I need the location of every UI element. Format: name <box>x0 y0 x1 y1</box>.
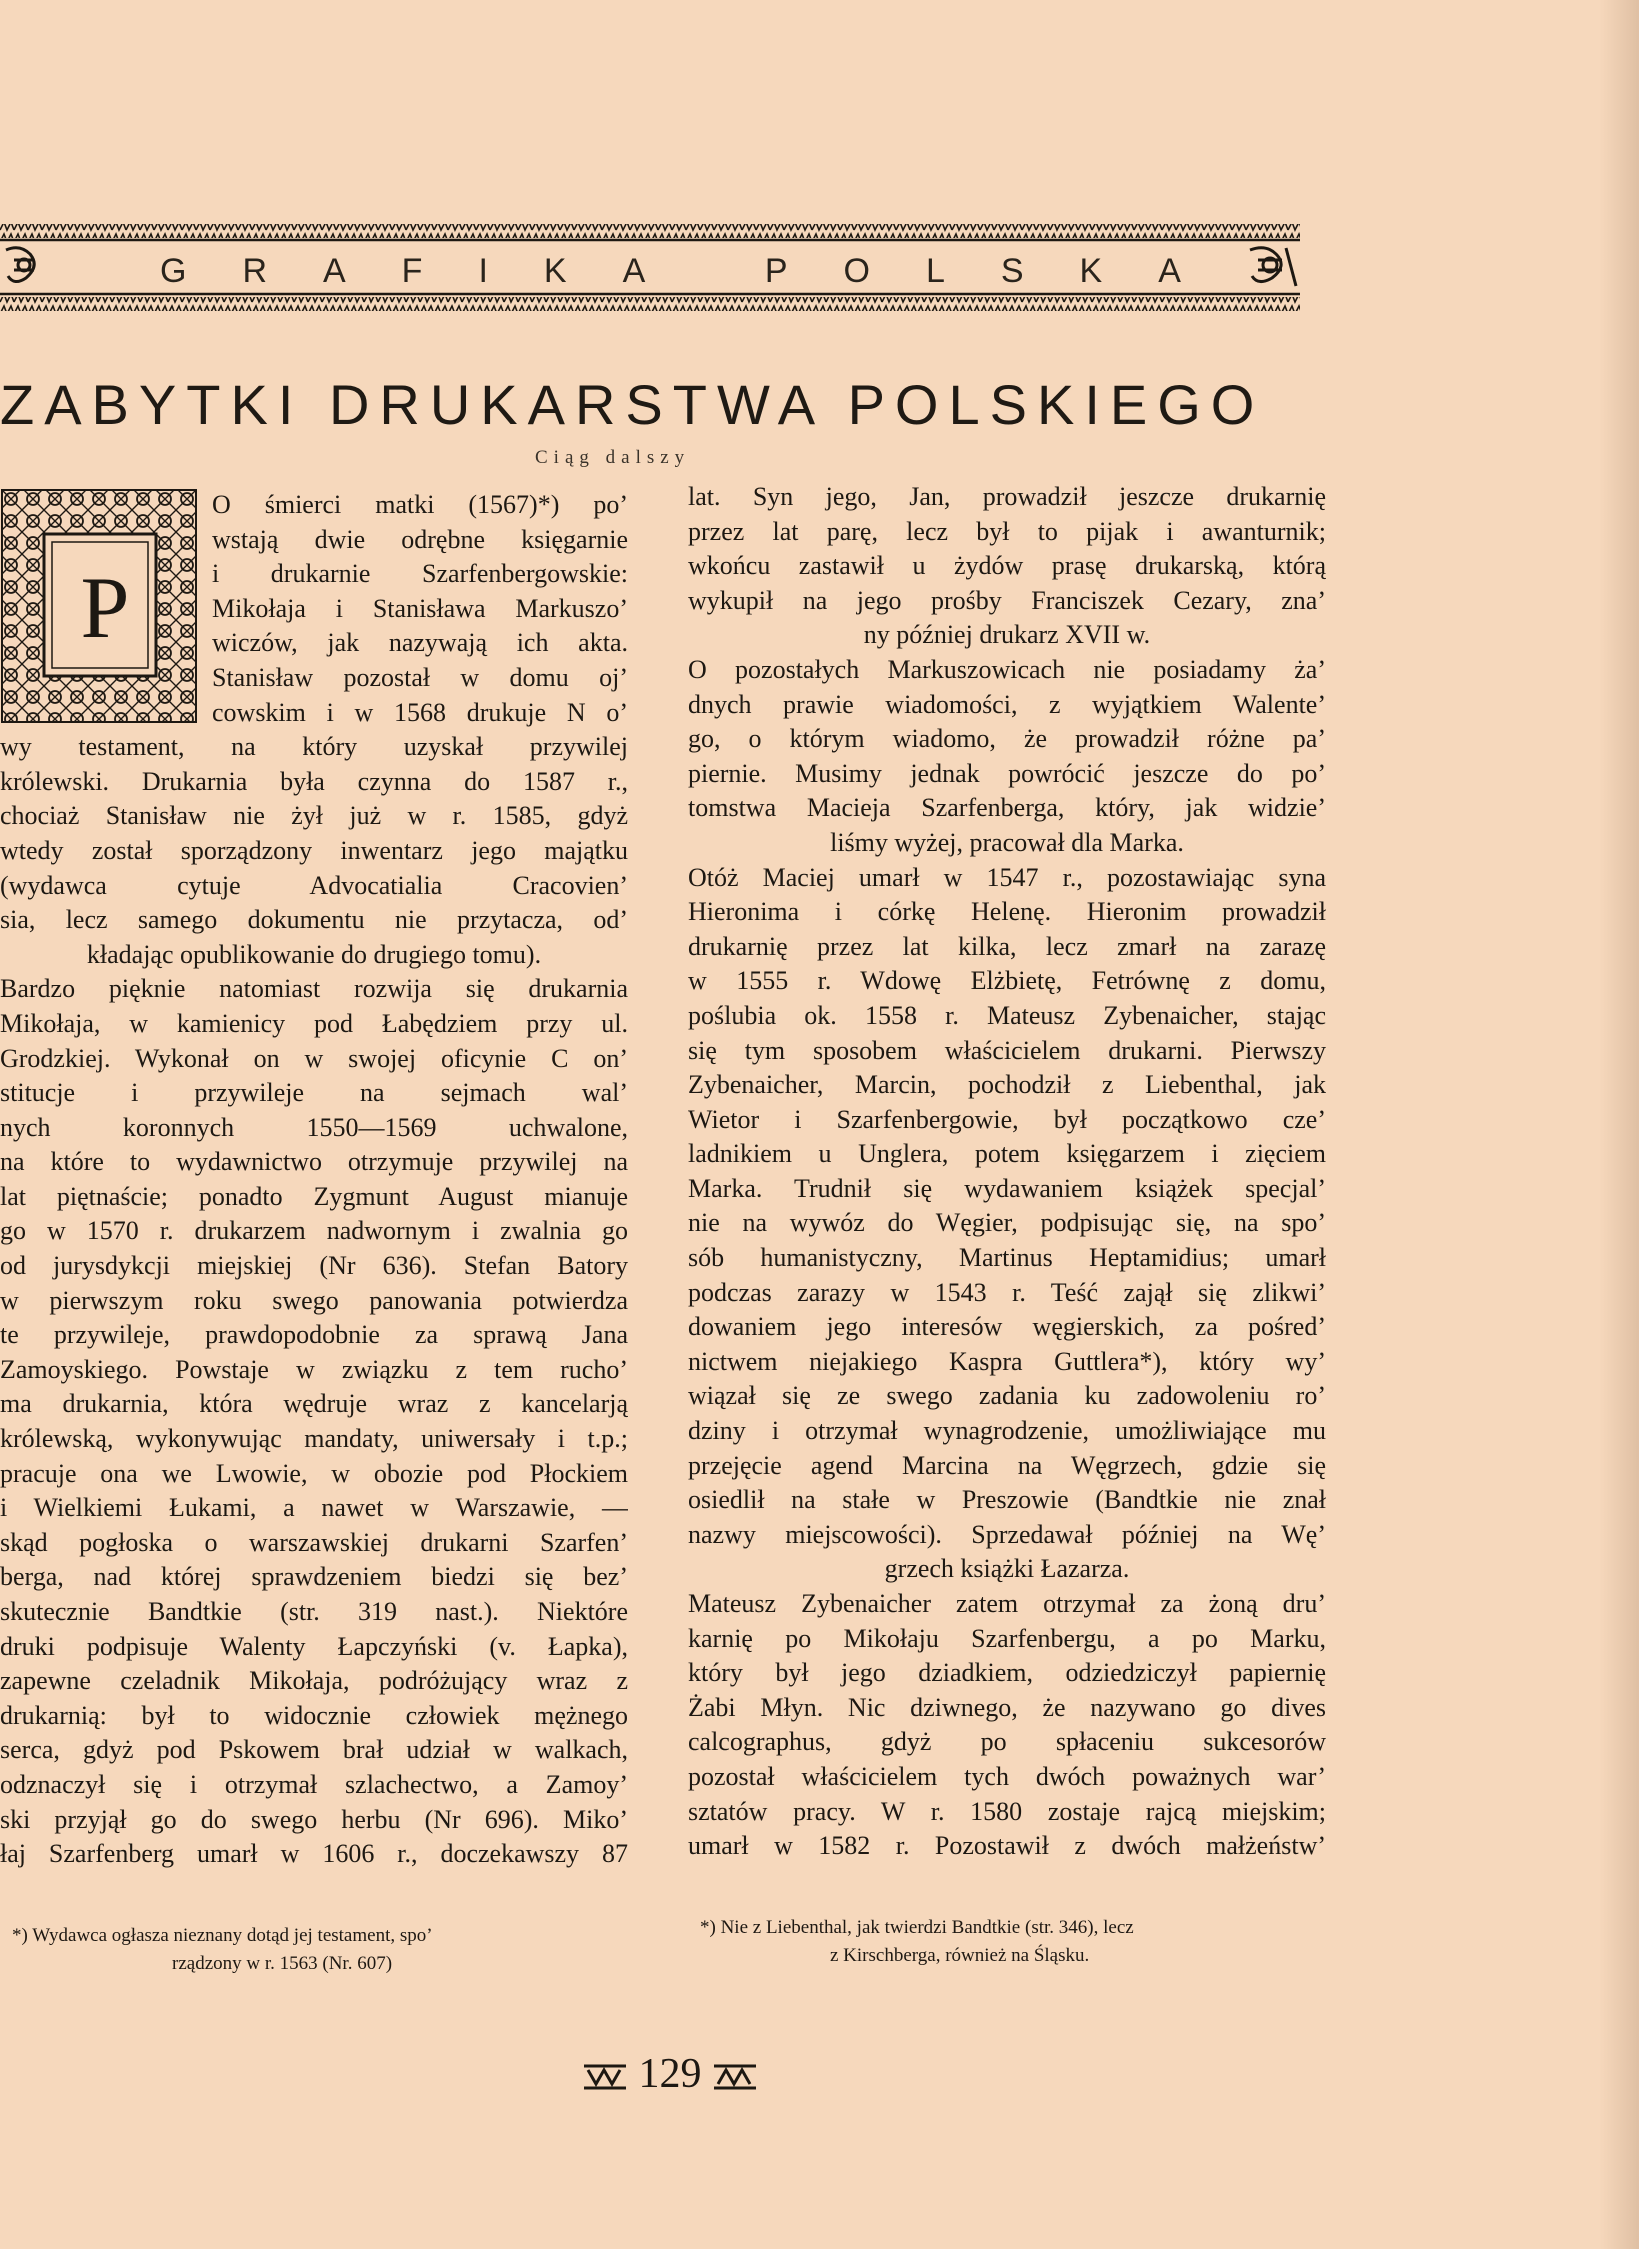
text-line: O śmierci matki (1567)*) po’ <box>212 490 628 519</box>
text-line: na które to wydawnictwo otrzymuje przywilej na <box>0 1147 628 1177</box>
text-line: umarł w 1582 r. Pozostawił z dwóch małżeństw’ <box>688 1831 1326 1861</box>
text-line: drukarnią: był to widocznie człowiek mężnego <box>0 1700 628 1730</box>
text-line: Mikołaja, w kamienicy pod Łabędziem przy ul. <box>0 1008 628 1038</box>
text-line: sia, lecz samego dokumentu nie przytacza, od’ <box>0 905 628 935</box>
text-line: wstają dwie odrębne księgarnie <box>212 524 628 554</box>
text-line: Marka. Trudnił się wydawaniem książek specjal’ <box>688 1173 1326 1203</box>
page-edge-shadow <box>1599 0 1639 2249</box>
text-line: królewski. Drukarnia była czynna do 1587 r., <box>0 766 628 796</box>
text-line: cowskim i w 1568 drukuje N o’ <box>212 697 628 727</box>
text-line: dowaniem jego interesów węgierskich, za pośred’ <box>688 1312 1326 1342</box>
text-line: nie na wywóz do Węgier, podpisując się, na spo’ <box>688 1208 1326 1238</box>
text-line: ladnikiem u Unglera, potem księgarzem i zięciem <box>688 1139 1326 1169</box>
text-line: w 1555 r. Wdowę Elżbietę, Fetrównę z domu, <box>688 966 1326 996</box>
text-line: Grodzkiej. Wykonał on w swojej oficynie C on’ <box>0 1043 628 1073</box>
text-line: Stanisław pozostał w domu oj’ <box>212 662 628 692</box>
text-line: w pierwszym roku swego panowania potwierdza <box>0 1285 628 1315</box>
text-line: wiązał się ze swego zadania ku zadowoleniu ro’ <box>688 1381 1326 1411</box>
text-line: nictwem niejakiego Kaspra Guttlera*), który wy’ <box>688 1346 1326 1376</box>
text-line: te przywileje, prawdopodobnie za sprawą Jana <box>0 1320 628 1350</box>
page-number-ornament-right-icon <box>712 2060 758 2094</box>
text-line: Hieronima i córkę Helenę. Hieronim prowadził <box>688 897 1326 927</box>
text-line: poślubia ok. 1558 r. Mateusz Zybenaicher, stając <box>688 1000 1326 1030</box>
text-line: wykupił na jego prośby Franciszek Cezary, zna’ <box>688 585 1326 615</box>
text-line: sztatów pracy. W r. 1580 zostaje rajcą miejskim; <box>688 1796 1326 1826</box>
text-line: przez lat parę, lecz był to pijak i awanturnik; <box>688 516 1326 546</box>
text-line: osiedlił na stałe w Preszowie (Bandtkie nie znał <box>688 1485 1326 1515</box>
text-line: drukarnię przez lat kilka, lecz zmarł na zarazę <box>688 931 1326 961</box>
text-line: Mateusz Zybenaicher zatem otrzymał za żoną dru’ <box>688 1589 1326 1618</box>
page-number: 129 <box>638 2051 702 2097</box>
text-line: zapewne czeladnik Mikołaja, podróżujący wraz z <box>0 1666 628 1696</box>
text-line: go w 1570 r. drukarzem nadwornym i zwalnia go <box>0 1216 628 1246</box>
text-line: stitucje i przywileje na sejmach wal’ <box>0 1078 628 1108</box>
right-text-column <box>688 480 1326 1864</box>
footnote-right-line: z Kirschberga, również na Śląsku. <box>830 1945 1090 1966</box>
text-line: berga, nad której sprawdzeniem biedzi się bez’ <box>0 1562 628 1592</box>
text-line: Wietor i Szarfenbergowie, był początkowo cze’ <box>688 1104 1326 1134</box>
footnote-right <box>700 1914 1330 1970</box>
footnote-left <box>12 1922 632 1978</box>
left-text-column <box>0 488 628 1872</box>
text-line: druki podpisuje Walenty Łapczyński (v. Łapka), <box>0 1631 628 1661</box>
text-line: go, o którym wiadomo, że prowadził różne pa’ <box>688 724 1326 754</box>
text-line: grzech książki Łazarza. <box>884 1554 1130 1584</box>
text-line: O pozostałych Markuszowicach nie posiadamy ża’ <box>688 654 1326 684</box>
text-line: pozostał właścicielem tych dwóch poważnych war’ <box>688 1761 1326 1791</box>
text-line: ny później drukarz XVII w. <box>863 620 1151 650</box>
text-line: piernie. Musimy jednak powrócić jeszcze do po’ <box>688 758 1326 788</box>
text-line: Żabi Młyn. Nic dziwnego, że nazywano go dives <box>688 1692 1326 1722</box>
text-line: skutecznie Bandtkie (str. 319 nast.). Niektóre <box>0 1597 628 1626</box>
text-line: który był jego dziadkiem, odziedziczył papiernię <box>688 1658 1326 1688</box>
text-line: i drukarnie Szarfenbergowskie: <box>212 559 628 589</box>
text-line: odznaczył się i otrzymał szlachectwo, a Zamoy’ <box>0 1769 628 1799</box>
text-line: Zamoyskiego. Powstaje w związku z tem rucho’ <box>0 1354 628 1384</box>
text-line: sób humanistyczny, Martinus Heptamidius; umarł <box>688 1243 1326 1273</box>
text-line: Zybenaicher, Marcin, pochodził z Liebenthal, jak <box>688 1070 1326 1100</box>
text-line: nych koronnych 1550—1569 uchwalone, <box>0 1112 628 1142</box>
text-line: ma drukarnia, która wędruje wraz z kancelarją <box>0 1389 628 1419</box>
drop-cap-letter: P <box>80 560 130 657</box>
text-line: lat. Syn jego, Jan, prowadził jeszcze drukarnię <box>688 482 1326 511</box>
text-line: pracuje ona we Lwowie, w obozie pod Płockiem <box>0 1458 628 1488</box>
article-subtitle: Ciąg dalszy <box>535 447 691 468</box>
footnote-left-line: *) Wydawca ogłasza nieznany dotąd jej testament, spo’ <box>12 1925 433 1946</box>
text-line: królewską, wykonywując mandaty, uniwersały i t.p.; <box>0 1424 628 1454</box>
text-line: się tym sposobem właścicielem drukarni. Pierwszy <box>688 1035 1326 1065</box>
text-line: chociaż Stanisław nie żył już w r. 1585, gdyż <box>0 801 628 831</box>
text-line: Otóż Maciej umarł w 1547 r., pozostawiając syna <box>688 862 1326 892</box>
text-line: kładając opublikowanie do drugiego tomu). <box>86 939 542 969</box>
running-header-title: GRAFIKA POLSKA <box>160 252 1237 290</box>
text-line: nazwy miejscowości). Sprzedawał później na Wę’ <box>688 1519 1326 1549</box>
text-line: serca, gdyż pod Pskowem brał udział w walkach, <box>0 1735 628 1765</box>
text-line: i Wielkiemi Łukami, a nawet w Warszawie, — <box>0 1493 628 1523</box>
text-line: wkońcu zastawił u żydów prasę drukarską, którą <box>688 551 1326 581</box>
text-line: podczas zarazy w 1543 r. Teść zajął się zlikwi’ <box>688 1277 1326 1307</box>
text-line: calcographus, gdyż po spłaceniu sukcesorów <box>688 1727 1326 1757</box>
text-line: karnię po Mikołaju Szarfenbergu, a po Marku, <box>688 1623 1326 1653</box>
text-line: lat piętnaście; ponadto Zygmunt August mianuje <box>0 1181 628 1211</box>
text-line: dziny i otrzymał wynagrodzenie, umożliwiające mu <box>688 1416 1326 1446</box>
text-line: przejęcie agend Marcina na Węgrzech, gdzie się <box>688 1450 1326 1480</box>
text-line: wiczów, jak nazywają ich akta. <box>212 628 628 658</box>
text-line: Mikołaja i Stanisława Markuszo’ <box>212 593 628 623</box>
text-line: łaj Szarfenberg umarł w 1606 r., doczekawszy 87 <box>0 1839 628 1869</box>
text-line: liśmy wyżej, pracował dla Marka. <box>830 827 1184 857</box>
article-headline: ZABYTKI DRUKARSTWA POLSKIEGO <box>0 373 1265 436</box>
page-number-ornament-left-icon <box>582 2060 628 2094</box>
text-line: ski przyjął go do swego herbu (Nr 696). Miko’ <box>0 1804 628 1834</box>
text-line: tomstwa Macieja Szarfenberga, który, jak widzie’ <box>688 793 1326 823</box>
text-line: wtedy został sporządzony inwentarz jego majątku <box>0 835 628 865</box>
footnote-right-line: *) Nie z Liebenthal, jak twierdzi Bandtkie (str. 346), lecz <box>700 1917 1134 1938</box>
text-line: dnych prawie wiadomości, z wyjątkiem Walente’ <box>688 689 1326 719</box>
text-line: (wydawca cytuje Advocatialia Cracovien’ <box>0 870 628 900</box>
text-line: skąd pogłoska o warszawskiej drukarni Szarfen’ <box>0 1527 628 1557</box>
text-line: wy testament, na który uzyskał przywilej <box>0 732 628 762</box>
text-line: od jurysdykcji miejskiej (Nr 636). Stefan Batory <box>0 1251 628 1281</box>
footnote-left-line: rządzony w r. 1563 (Nr. 607) <box>172 1953 393 1974</box>
page-number-block <box>570 2050 770 2098</box>
text-line: Bardzo pięknie natomiast rozwija się drukarnia <box>0 974 628 1004</box>
